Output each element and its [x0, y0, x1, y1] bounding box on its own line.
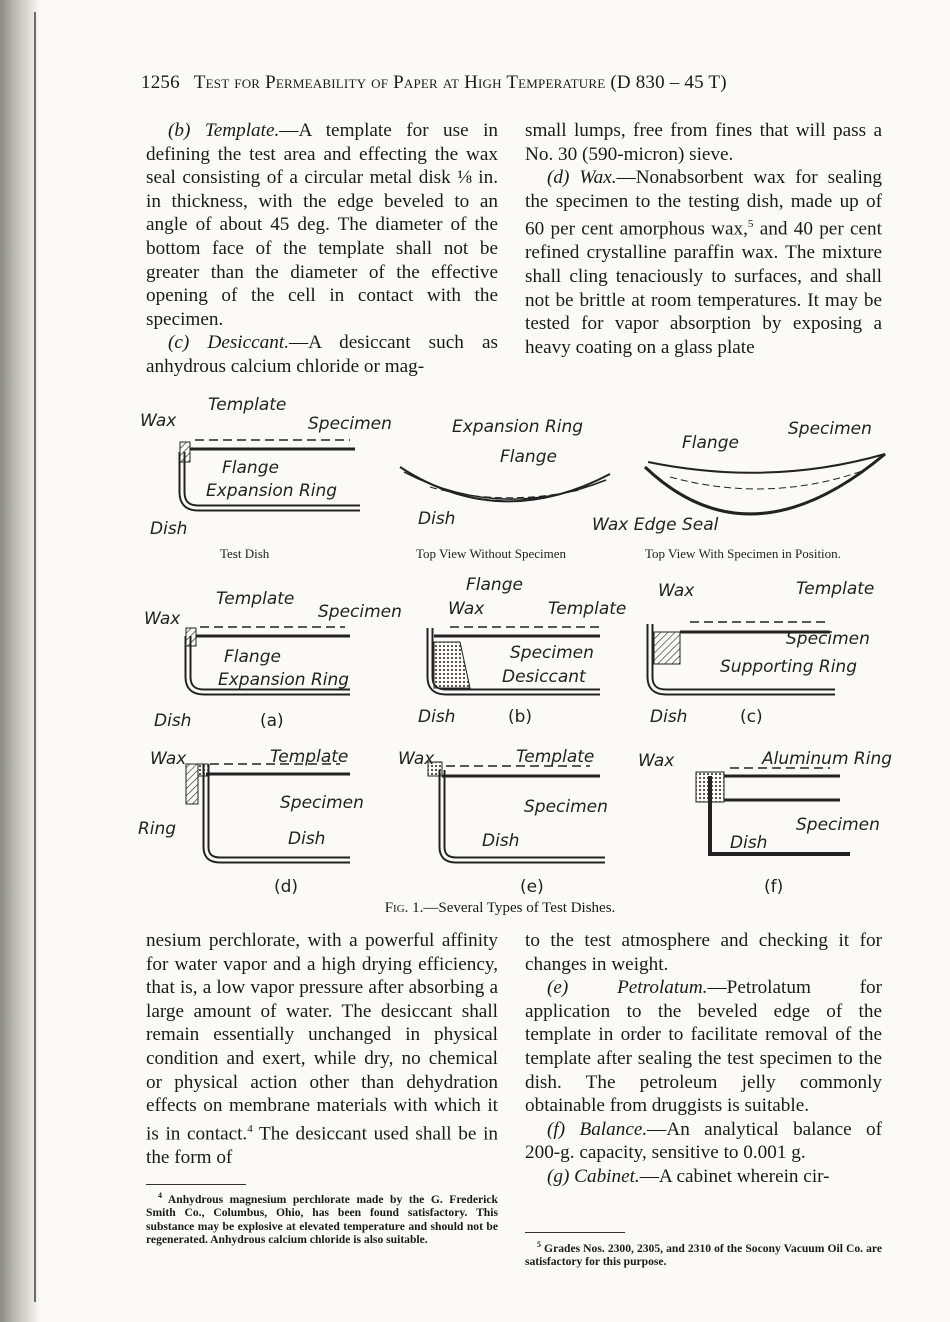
label-supporting-ring: Supporting Ring [720, 657, 857, 677]
flange-dash [430, 487, 580, 498]
caption-top-view-with: Top View With Specimen in Position. [645, 546, 841, 561]
label-wax: Wax [150, 749, 187, 769]
label-dish: Dish [418, 707, 456, 727]
paragraph-balance [525, 1118, 882, 1165]
label-dish: Dish [418, 509, 456, 529]
label-dish: Dish [650, 707, 688, 727]
standard-designation: (D 830 – 45 T) [610, 72, 727, 93]
footnote-ref-5: 5 [747, 218, 754, 231]
paragraph-petrolatum [525, 976, 882, 1118]
paragraph-desiccant-cont: small lumps, free from fines that will pass a No. 30 (590-micron) sieve. [525, 120, 882, 165]
label-wax: Wax [144, 609, 181, 629]
label-desiccant: Desiccant [502, 667, 586, 687]
panel-label-f: (f) [764, 877, 784, 897]
label-flange: Flange [222, 458, 279, 478]
panel-b [418, 575, 626, 727]
footnote-mark-5: 5 [537, 1240, 541, 1249]
label-wax: Wax [448, 599, 485, 619]
label-specimen: Specimen [796, 815, 880, 835]
label-wax: Wax [398, 749, 435, 769]
label-aluminum-ring: Aluminum Ring [762, 749, 893, 769]
item-text-balance: —An analytical balance of 200-g. capacity, sensitive to 0.001 g. [525, 1118, 882, 1164]
running-head [141, 72, 881, 96]
wax-block [186, 628, 196, 646]
label-flange: Flange [682, 433, 739, 453]
item-text-wax-1: —Nonabsorbent wax for sealing the specimen to the testing dish, made up of 60 per cent amorphous wax, [525, 167, 883, 240]
paragraph-desiccant-cont [146, 929, 498, 1169]
label-dish: Dish [150, 519, 188, 539]
item-marker-c: (c) [168, 332, 190, 354]
column-bottom-left [146, 929, 498, 1169]
column-bottom-right [525, 929, 882, 1189]
label-specimen: Specimen [788, 419, 872, 439]
panel-c [650, 579, 874, 727]
item-text-desiccant: —A desiccant such as anhydrous calcium chloride or mag- [146, 332, 499, 377]
paragraph-wax-cont: to the test atmosphere and checking it for changes in weight. [525, 930, 882, 975]
panel-e [398, 747, 608, 897]
label-specimen: Specimen [524, 797, 608, 817]
item-text-petrolatum: —Petrolatum for application to the beveled edge of the template in order to facilitate removal of the template after sealing the test specimen to the dish. The petroleum jelly commonly obtainable from druggists is suitable. [525, 977, 883, 1117]
caption-test-dish: Test Dish [220, 546, 270, 561]
label-template: Template [516, 747, 595, 767]
specimen-top [648, 454, 885, 473]
item-text-cabinet: —A cabinet wherein cir- [639, 1165, 830, 1187]
item-marker-e: (e) [547, 977, 569, 999]
label-expansion-ring: Expansion Ring [218, 670, 350, 690]
footnote-text-4: Anhydrous magnesium perchlorate made by the G. Frederick Smith Co., Columbus, Ohio, has been found satisfactory. This substance may be explosive at elevated temperature and should not be regenerated. Anhydrous calcium chloride is also suitable. [146, 1192, 498, 1247]
item-text-template: —A template for use in defining the test area and effecting the wax seal consisting of a circular metal disk ⅛ in. in thickness, with the edge beveled to an angle of about 45 deg. The diameter of the bottom face of the template shall not be greater than the diameter of the effective opening of the cell in contact with the specimen. [146, 120, 499, 330]
paragraph-wax [525, 166, 882, 359]
label-dish: Dish [730, 833, 768, 853]
label-wax: Wax [658, 581, 695, 601]
running-title: Test for Permeability of Paper at High Temperature [193, 72, 606, 93]
panel-label-c: (c) [740, 707, 763, 727]
paragraph-desiccant [146, 331, 498, 378]
panel-test-dish [140, 395, 392, 561]
dish-outline-inner [404, 472, 606, 499]
panel-top-view-without [400, 417, 610, 561]
label-dish: Dish [482, 831, 520, 851]
label-expansion-ring: Expansion Ring [206, 481, 338, 501]
panel-label-d: (d) [274, 877, 299, 897]
item-title-balance: Balance. [579, 1118, 648, 1140]
item-title-petrolatum: Petrolatum. [617, 977, 708, 999]
label-template: Template [208, 395, 287, 415]
column-top-right [525, 119, 882, 359]
footnote-rule-right [525, 1232, 625, 1233]
footnote-rule-left [146, 1184, 246, 1185]
aluminum-ring-wax [696, 772, 724, 802]
panel-label-e: (e) [520, 877, 544, 897]
label-specimen: Specimen [308, 414, 392, 434]
caption-top-view-without: Top View Without Specimen [416, 546, 567, 561]
item-title-desiccant: Desiccant. [207, 332, 289, 354]
label-dish: Dish [288, 829, 326, 849]
wax-block [180, 442, 190, 462]
footnote-text-5: Grades Nos. 2300, 2305, and 2310 of the Socony Vacuum Oil Co. are satisfactory for this purpose. [525, 1241, 882, 1269]
footnote-mark-4: 4 [158, 1191, 162, 1200]
label-flange: Flange [500, 447, 557, 467]
label-wax: Wax [140, 411, 177, 431]
label-specimen: Specimen [280, 793, 364, 813]
label-wax-edge-seal: Wax Edge Seal [592, 515, 719, 535]
label-dish: Dish [154, 711, 192, 731]
label-expansion-ring: Expansion Ring [452, 417, 584, 437]
item-title-cabinet: Cabinet. [574, 1165, 640, 1187]
label-ring: Ring [138, 819, 177, 839]
panel-d [138, 747, 364, 897]
item-marker-d: (d) [547, 167, 570, 189]
label-template: Template [216, 589, 295, 609]
gutter-line [34, 12, 36, 1302]
supporting-ring-block [654, 632, 680, 664]
panel-f [638, 749, 892, 897]
panel-top-view-with [592, 419, 885, 561]
footnote-5 [525, 1238, 882, 1269]
figure-caption [300, 900, 700, 917]
paragraph-cabinet [525, 1165, 882, 1189]
item-marker-f: (f) [547, 1118, 566, 1140]
label-template: Template [270, 747, 349, 767]
item-title-template: Template. [204, 120, 280, 141]
label-specimen: Specimen [786, 629, 870, 649]
desiccant-fill [434, 642, 470, 688]
label-flange: Flange [466, 575, 523, 595]
ring-block [186, 764, 198, 804]
footnote-4 [146, 1189, 498, 1246]
label-specimen: Specimen [318, 602, 402, 622]
page-number: 1256 [141, 72, 180, 93]
figure-caption-text: —Several Types of Test Dishes. [423, 900, 616, 916]
label-flange: Flange [224, 647, 281, 667]
figure-number: Fig. 1. [384, 900, 424, 916]
column-top-left [146, 119, 498, 379]
footnote-ref-4: 4 [247, 1122, 253, 1135]
panel-label-b: (b) [508, 707, 533, 727]
label-wax: Wax [638, 751, 675, 771]
panel-label-a: (a) [260, 711, 284, 731]
item-text-wax-2: and 40 per cent refined crystalline paraffin wax. The mixture shall cling tenaciously to surfaces, and shall not be brittle at room temperatures. It may be tested for vapor absorption by exposing a heavy coating on a glass plate [525, 218, 882, 358]
figure-test-dishes [130, 392, 900, 922]
figure-drawing [130, 392, 900, 902]
desiccant-text-1: nesium perchlorate, with a powerful affinity for water vapor and a high drying efficiency, that is, a low vapor pressure after absorbing a large amount of water. The desiccant shall remain essentially unchanged in physical condition and exert, while dry, no chemical or physical action other than dehydration effects on membrane materials with which it is in contact. [146, 930, 498, 1145]
item-marker-b: (b) [168, 120, 191, 141]
paragraph-template [146, 119, 498, 331]
item-title-wax: Wax. [579, 167, 617, 189]
desiccant-text-2: The desiccant used shall be in the form of [146, 1123, 498, 1168]
panel-a [144, 589, 402, 731]
label-template: Template [548, 599, 627, 619]
item-marker-g: (g) [547, 1165, 570, 1187]
label-specimen: Specimen [510, 643, 594, 663]
label-template: Template [796, 579, 875, 599]
